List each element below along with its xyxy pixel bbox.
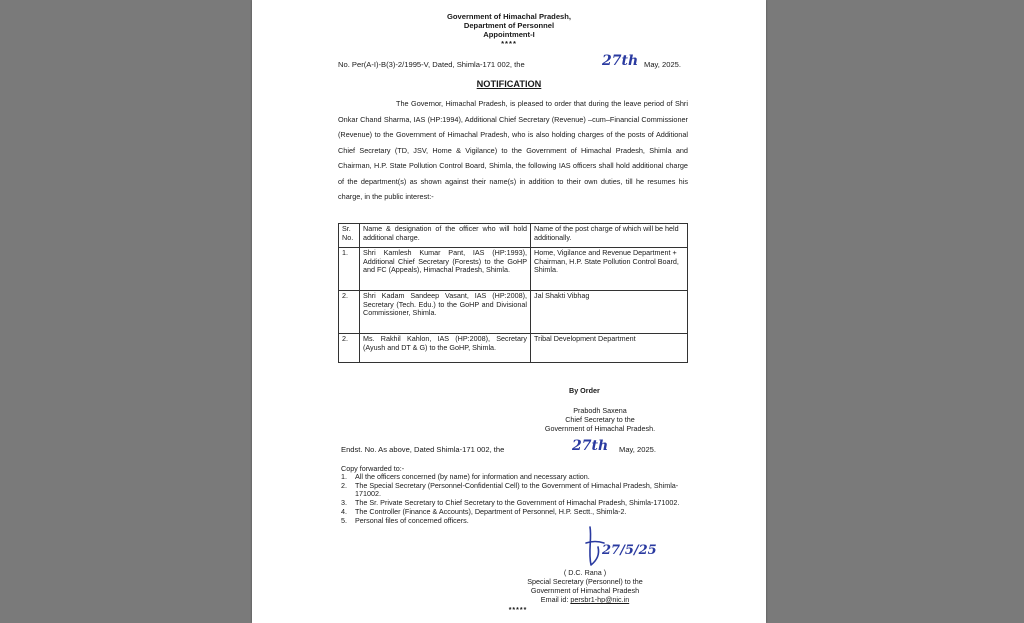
list-item: 2. The Special Secretary (Personnel-Confidential Cell) to the Government of Himachal Pradesh, Shimla-171002.	[341, 481, 679, 499]
body-paragraph: The Governor, Himachal Pradesh, is pleased to order that during the leave period of Shri Onkar Chand Sharma, IAS (HP:1994), Additional Chief Secretary (Revenue) –cum–Financial Commissioner (Revenue) to the Government of Himachal Pradesh, who is also holding charges of the posts of Additional Chief Secretary (TD, JSV, Home & Vigilance) to the Government of Himachal Pradesh, Shimla and Chairman, H.P. State Pollution Control Board, Shimla, the following IAS officers shall hold additional charge of the department(s) as shown against their name(s) in addition to their own duties, till he resumes his charge, in the public interest:-	[338, 99, 688, 201]
list-item: 1. All the officers concerned (by name) for information and necessary action.	[341, 472, 590, 481]
row-officer: Ms. Rakhil Kahlon, IAS (HP:2008), Secretary (Ayush and DT & G) to the GoHP, Shimla.	[360, 334, 531, 363]
reference-date-suffix: May, 2025.	[644, 60, 682, 69]
header-officer-name: Name & designation of the officer who will hold additional charge.	[360, 224, 531, 248]
signature-date: 27/5/25	[602, 543, 657, 558]
row-post: Home, Vigilance and Revenue Department + Chairman, H.P. State Pollution Control Board, Shimla.	[531, 248, 688, 291]
row-post: Jal Shakti Vibhag	[531, 291, 688, 334]
header-post-charge: Name of the post charge of which will be held additionally.	[531, 224, 688, 248]
list-item: 3. The Sr. Private Secretary to Chief Secretary to the Government of Himachal Pradesh, Shimla-171002.	[341, 498, 680, 508]
table-row	[339, 291, 688, 334]
copy-forwarded-heading: Copy forwarded to:-	[341, 464, 405, 473]
signatory2-designation: Special Secretary (Personnel) to the	[527, 577, 643, 586]
signatory-name: Prabodh Saxena	[573, 406, 627, 415]
header-department: Department of Personnel	[463, 21, 555, 30]
table-row	[339, 248, 688, 291]
header-sr-no: Sr. No.	[339, 224, 360, 248]
row-officer: Shri Kadam Sandeep Vasant, IAS (HP:2008), Secretary (Tech. Edu.) to the GoHP and Divisional Commissioner, Shimla.	[360, 291, 531, 334]
table-row	[339, 334, 688, 363]
document-page	[252, 0, 766, 623]
row-sr: 1.	[339, 248, 360, 291]
notification-title: NOTIFICATION	[476, 79, 542, 89]
signatory-office: Government of Himachal Pradesh.	[544, 424, 656, 433]
endorsement-number: Endst. No. As above, Dated Shimla-171 002, the	[341, 445, 505, 454]
copy-list	[341, 473, 691, 526]
header-government: Government of Himachal Pradesh,	[446, 12, 572, 21]
header-stars: ****	[501, 39, 517, 48]
footer-stars: *****	[508, 607, 528, 614]
endorsement-date-suffix: May, 2025.	[619, 445, 657, 454]
signatory2-email-line: Email id: persbr1-hp@nic.in	[540, 595, 630, 604]
table-header-row	[339, 224, 688, 248]
row-sr: 2.	[339, 334, 360, 363]
row-officer: Shri Kamlesh Kumar Pant, IAS (HP:1993), Additional Chief Secretary (Forests) to the GoHP and FC (Appeals), Himachal Pradesh, Shimla.	[360, 248, 531, 291]
list-item: 5. Personal files of concerned officers.	[341, 516, 469, 526]
reference-number: No. Per(A-I)-B(3)-2/1995-V, Dated, Shimla-171 002, the	[338, 60, 525, 69]
signatory2-office: Government of Himachal Pradesh	[530, 586, 640, 595]
handwritten-date-reference: 27th	[602, 53, 639, 69]
list-item: 4. The Controller (Finance & Accounts), Department of Personnel, H.P. Sectt., Shimla-2.	[341, 507, 627, 517]
row-sr: 2.	[339, 291, 360, 334]
signatory-designation: Chief Secretary to the	[565, 415, 635, 424]
handwritten-date-endorsement: 27th	[572, 438, 609, 454]
additional-charge-table	[338, 223, 688, 363]
by-order: By Order	[569, 386, 600, 395]
row-post: Tribal Development Department	[531, 334, 688, 363]
header-section: Appointment-I	[483, 30, 535, 39]
signatory2-name: ( D.C. Rana )	[563, 568, 607, 577]
email-link[interactable]: persbr1-hp@nic.in	[570, 595, 630, 604]
